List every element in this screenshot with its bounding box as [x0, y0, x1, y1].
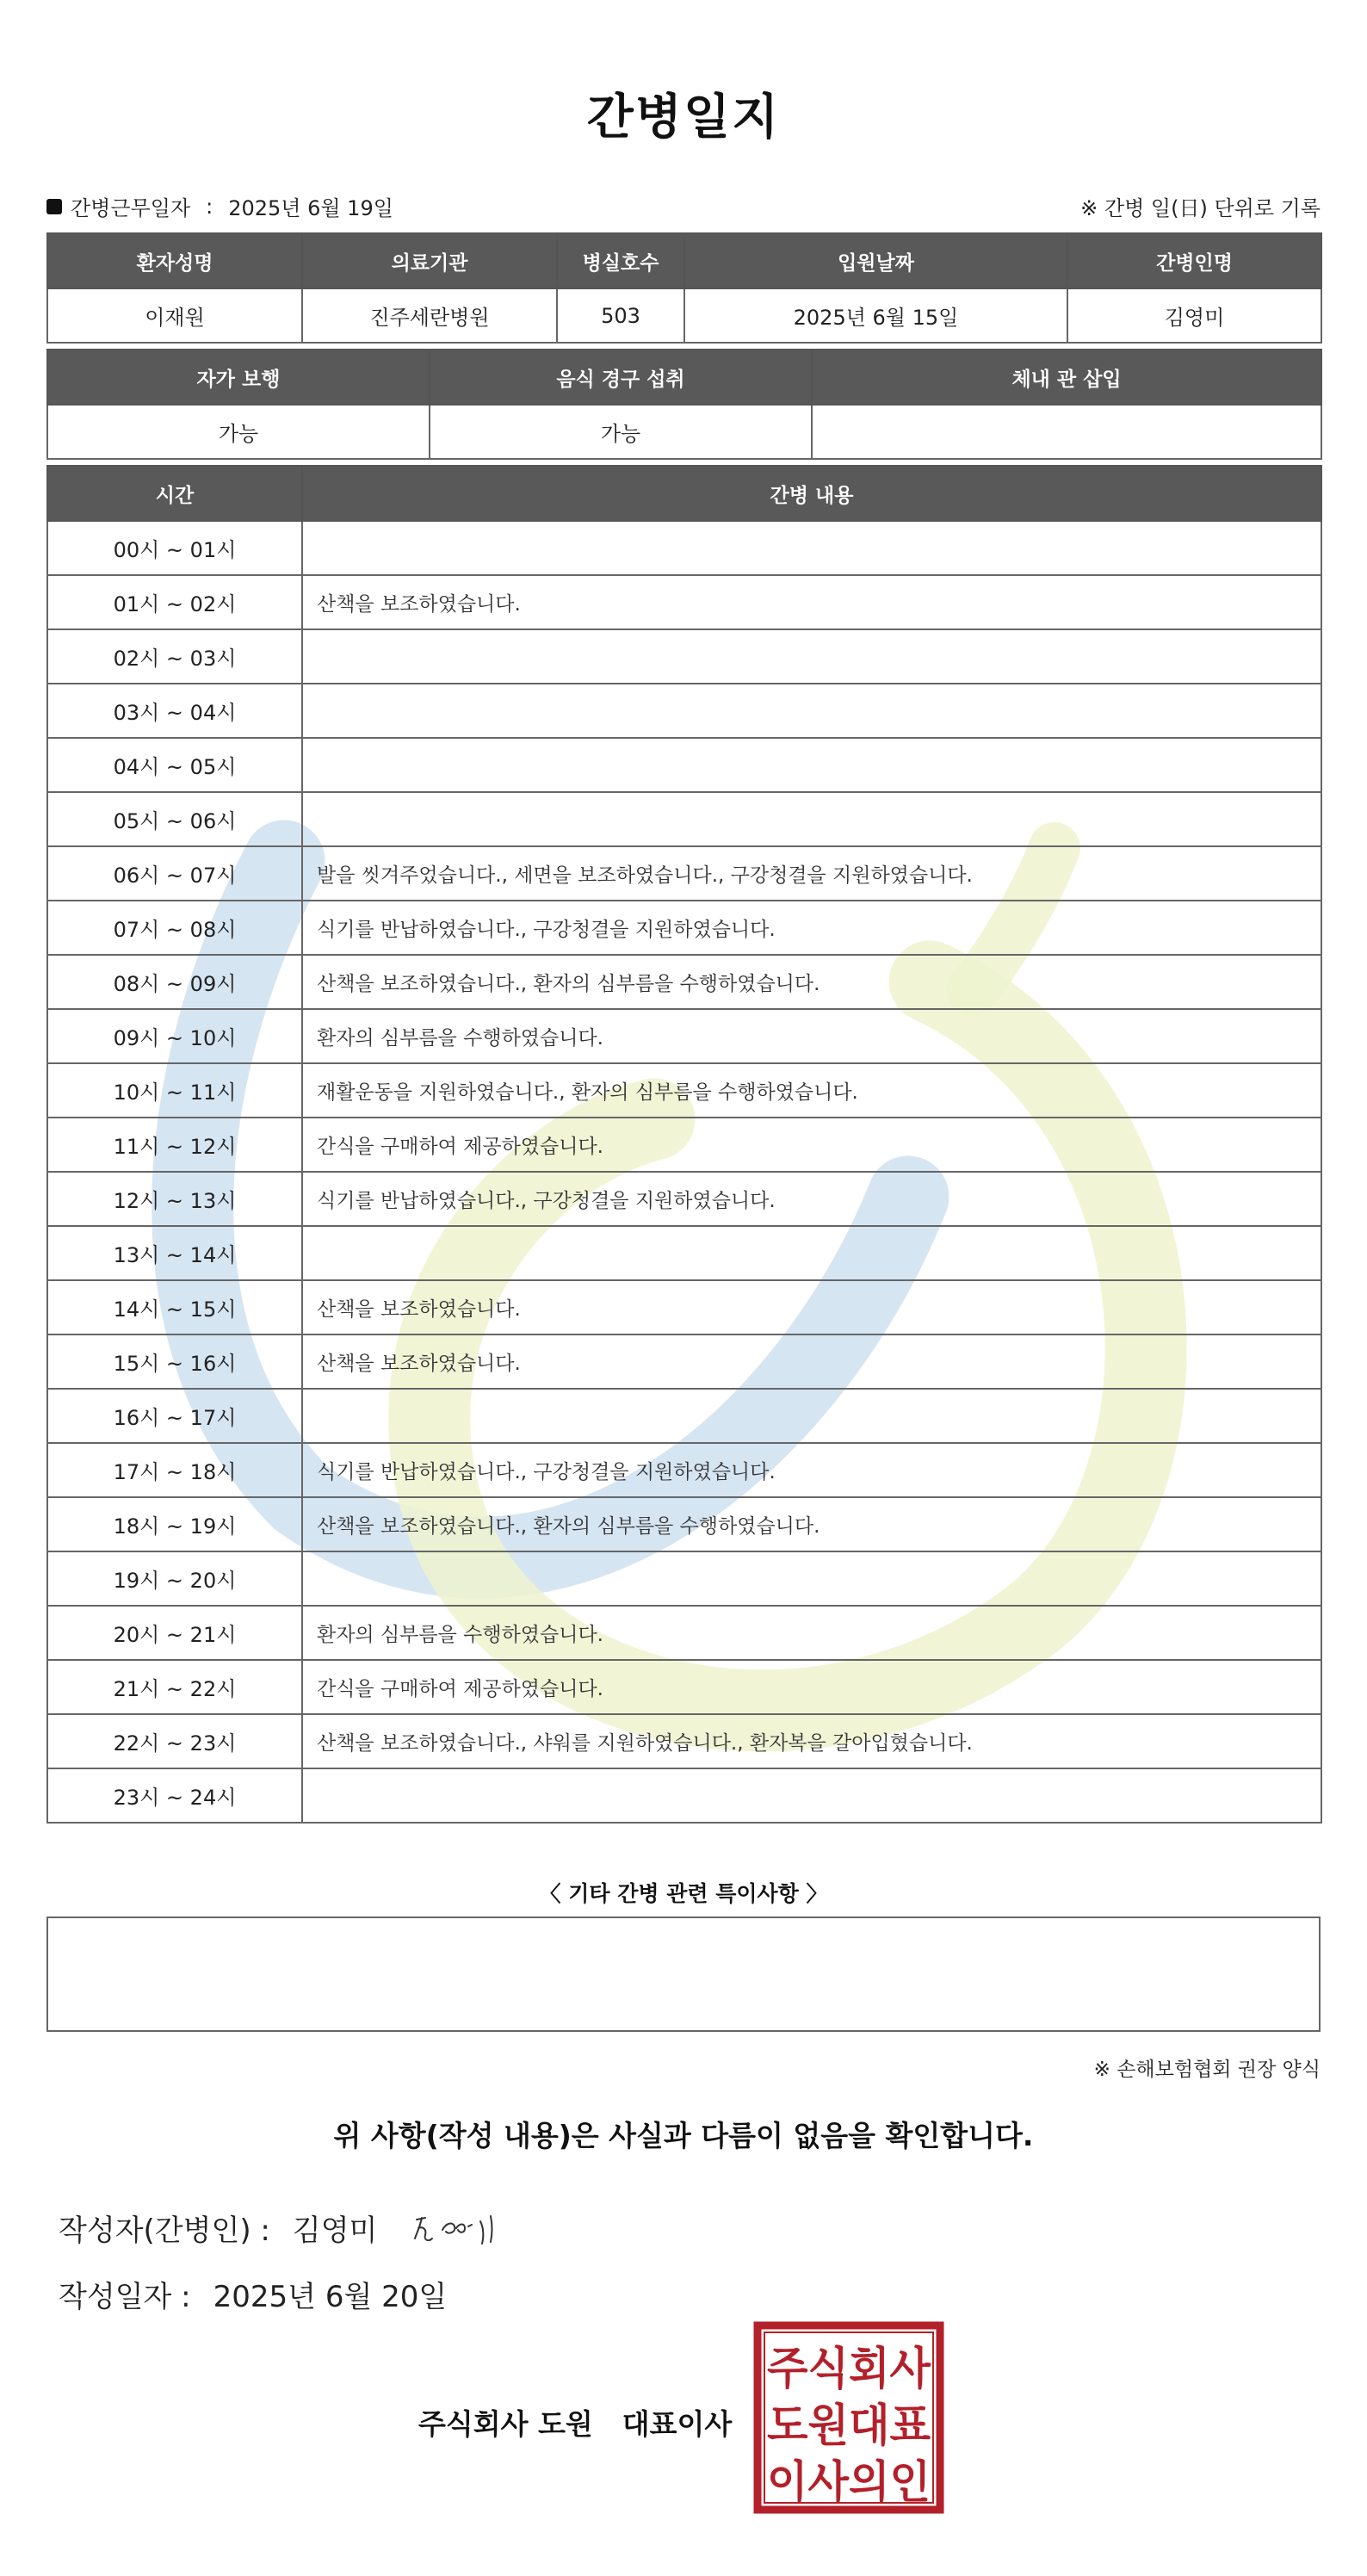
- table-row: [47, 1063, 1321, 1118]
- time-cell: 21시 ~ 22시: [47, 1660, 302, 1714]
- care-content-cell: [302, 1551, 1321, 1606]
- work-date-value: 2025년 6월 19일: [228, 196, 393, 220]
- company-role: 대표이사: [622, 2407, 733, 2441]
- author-name: 김영미: [292, 2214, 378, 2248]
- care-content-cell: [302, 1768, 1321, 1823]
- table-row: [47, 846, 1321, 901]
- ability-value-row: [47, 405, 1321, 459]
- record-unit-note: ※ 간병 일(日) 단위로 기록: [1080, 196, 1321, 220]
- header-admission-date: 입원날짜: [684, 233, 1067, 288]
- association-form-note: ※ 손해보험협회 권장 양식: [1093, 2059, 1321, 2081]
- admission-date-value: 2025년 6월 15일: [684, 288, 1067, 343]
- special-notes-box: [46, 1917, 1321, 2032]
- bullet-square-icon: [46, 199, 62, 214]
- time-cell: 03시 ~ 04시: [47, 684, 302, 738]
- patient-info-table: [46, 232, 1322, 344]
- time-cell: 20시 ~ 21시: [47, 1606, 302, 1660]
- table-row: [47, 738, 1321, 792]
- table-row: [47, 955, 1321, 1009]
- header-hospital: 의료기관: [302, 233, 557, 288]
- care-content-cell: 산책을 보조하였습니다., 환자의 심부름을 수행하였습니다.: [302, 1497, 1321, 1551]
- table-row: [47, 901, 1321, 955]
- care-content-cell: 환자의 심부름을 수행하였습니다.: [302, 1009, 1321, 1063]
- care-log-table: [46, 465, 1322, 1824]
- ability-header-row: [47, 350, 1321, 405]
- time-cell: 23시 ~ 24시: [47, 1768, 302, 1823]
- work-date-separator: :: [206, 194, 213, 219]
- table-row: [47, 684, 1321, 738]
- time-cell: 00시 ~ 01시: [47, 521, 302, 575]
- room-number-value: 503: [557, 288, 684, 343]
- table-row: [47, 1768, 1321, 1823]
- company-line: [418, 2402, 732, 2443]
- confirmation-statement: 위 사항(작성 내용)은 사실과 다름이 없음을 확인합니다.: [333, 2119, 1034, 2152]
- header-room-number: 병실호수: [557, 233, 684, 288]
- table-row: [47, 1497, 1321, 1551]
- time-cell: 19시 ~ 20시: [47, 1551, 302, 1606]
- header-care-content: 간병 내용: [302, 466, 1321, 521]
- time-cell: 04시 ~ 05시: [47, 738, 302, 792]
- handwritten-signature: [411, 2208, 506, 2249]
- time-cell: 07시 ~ 08시: [47, 901, 302, 955]
- table-row: [47, 1172, 1321, 1226]
- patient-info-header-row: [47, 233, 1321, 288]
- special-notes-heading: 〈 기타 간병 관련 특이사항 〉: [539, 1881, 828, 1906]
- care-content-cell: 간식을 구매하여 제공하였습니다.: [302, 1660, 1321, 1714]
- care-content-cell: 식기를 반납하였습니다., 구강청결을 지원하였습니다.: [302, 901, 1321, 955]
- care-content-cell: 산책을 보조하였습니다., 환자의 심부름을 수행하였습니다.: [302, 955, 1321, 1009]
- table-row: [47, 521, 1321, 575]
- time-cell: 09시 ~ 10시: [47, 1009, 302, 1063]
- time-cell: 10시 ~ 11시: [47, 1063, 302, 1118]
- time-cell: 02시 ~ 03시: [47, 629, 302, 684]
- table-row: [47, 1551, 1321, 1606]
- author-line: [59, 2207, 506, 2249]
- header-tube-insertion: 체내 관 삽입: [812, 350, 1321, 405]
- seal-text-line: 이사의인: [767, 2456, 931, 2509]
- document-title: 간병일지: [586, 90, 781, 146]
- company-name: 주식회사 도원: [418, 2407, 593, 2441]
- time-cell: 12시 ~ 13시: [47, 1172, 302, 1226]
- care-content-cell: 산책을 보조하였습니다.: [302, 1334, 1321, 1389]
- care-log-header-row: [47, 466, 1321, 521]
- time-cell: 22시 ~ 23시: [47, 1714, 302, 1768]
- time-cell: 11시 ~ 12시: [47, 1118, 302, 1172]
- care-content-cell: [302, 1226, 1321, 1280]
- table-row: [47, 1009, 1321, 1063]
- author-label: 작성자(간병인) :: [59, 2214, 270, 2248]
- table-row: [47, 575, 1321, 629]
- header-self-walking: 자가 보행: [47, 350, 430, 405]
- table-row: [47, 1714, 1321, 1768]
- care-content-cell: 식기를 반납하였습니다., 구강청결을 지원하였습니다.: [302, 1172, 1321, 1226]
- care-content-cell: 환자의 심부름을 수행하였습니다.: [302, 1606, 1321, 1660]
- care-content-cell: [302, 1389, 1321, 1443]
- time-cell: 18시 ~ 19시: [47, 1497, 302, 1551]
- time-cell: 01시 ~ 02시: [47, 575, 302, 629]
- care-content-cell: 재활운동을 지원하였습니다., 환자의 심부름을 수행하였습니다.: [302, 1063, 1321, 1118]
- care-content-cell: [302, 792, 1321, 846]
- care-content-cell: 산책을 보조하였습니다., 샤워를 지원하였습니다., 환자복을 갈아입혔습니다.: [302, 1714, 1321, 1768]
- seal-text-line: 도원대표: [767, 2400, 931, 2452]
- caregiver-name-value: 김영미: [1067, 288, 1321, 343]
- care-content-cell: [302, 738, 1321, 792]
- tube-insertion-value: [812, 405, 1321, 459]
- company-seal-stamp: [752, 2320, 945, 2515]
- table-row: [47, 1334, 1321, 1389]
- care-content-cell: [302, 521, 1321, 575]
- seal-text-line: 주식회사: [767, 2343, 931, 2395]
- care-log-body: [47, 521, 1321, 1823]
- table-row: [47, 1118, 1321, 1172]
- time-cell: 14시 ~ 15시: [47, 1280, 302, 1334]
- written-date-line: [59, 2273, 447, 2315]
- time-cell: 06시 ~ 07시: [47, 846, 302, 901]
- work-date-label: 간병근무일자: [71, 196, 191, 220]
- table-row: [47, 1280, 1321, 1334]
- table-row: [47, 629, 1321, 684]
- care-content-cell: 산책을 보조하였습니다.: [302, 1280, 1321, 1334]
- time-cell: 08시 ~ 09시: [47, 955, 302, 1009]
- time-cell: 15시 ~ 16시: [47, 1334, 302, 1389]
- oral-intake-value: 가능: [430, 405, 812, 459]
- header-patient-name: 환자성명: [47, 233, 302, 288]
- time-cell: 05시 ~ 06시: [47, 792, 302, 846]
- patient-name-value: 이재원: [47, 288, 302, 343]
- work-date-line: [46, 191, 393, 221]
- table-row: [47, 792, 1321, 846]
- self-walking-value: 가능: [47, 405, 430, 459]
- table-row: [47, 1443, 1321, 1497]
- written-date-value: 2025년 6월 20일: [213, 2280, 448, 2314]
- table-row: [47, 1660, 1321, 1714]
- table-row: [47, 1389, 1321, 1443]
- care-content-cell: 식기를 반납하였습니다., 구강청결을 지원하였습니다.: [302, 1443, 1321, 1497]
- written-date-label: 작성일자 :: [59, 2280, 191, 2314]
- care-content-cell: 간식을 구매하여 제공하였습니다.: [302, 1118, 1321, 1172]
- table-row: [47, 1606, 1321, 1660]
- header-caregiver-name: 간병인명: [1067, 233, 1321, 288]
- header-time: 시간: [47, 466, 302, 521]
- care-content-cell: 발을 씻겨주었습니다., 세면을 보조하였습니다., 구강청결을 지원하였습니다.: [302, 846, 1321, 901]
- care-content-cell: [302, 629, 1321, 684]
- patient-info-value-row: [47, 288, 1321, 343]
- time-cell: 17시 ~ 18시: [47, 1443, 302, 1497]
- hospital-value: 진주세란병원: [302, 288, 557, 343]
- patient-ability-table: [46, 349, 1322, 460]
- header-oral-intake: 음식 경구 섭취: [430, 350, 812, 405]
- table-row: [47, 1226, 1321, 1280]
- time-cell: 16시 ~ 17시: [47, 1389, 302, 1443]
- care-content-cell: 산책을 보조하였습니다.: [302, 575, 1321, 629]
- time-cell: 13시 ~ 14시: [47, 1226, 302, 1280]
- care-content-cell: [302, 684, 1321, 738]
